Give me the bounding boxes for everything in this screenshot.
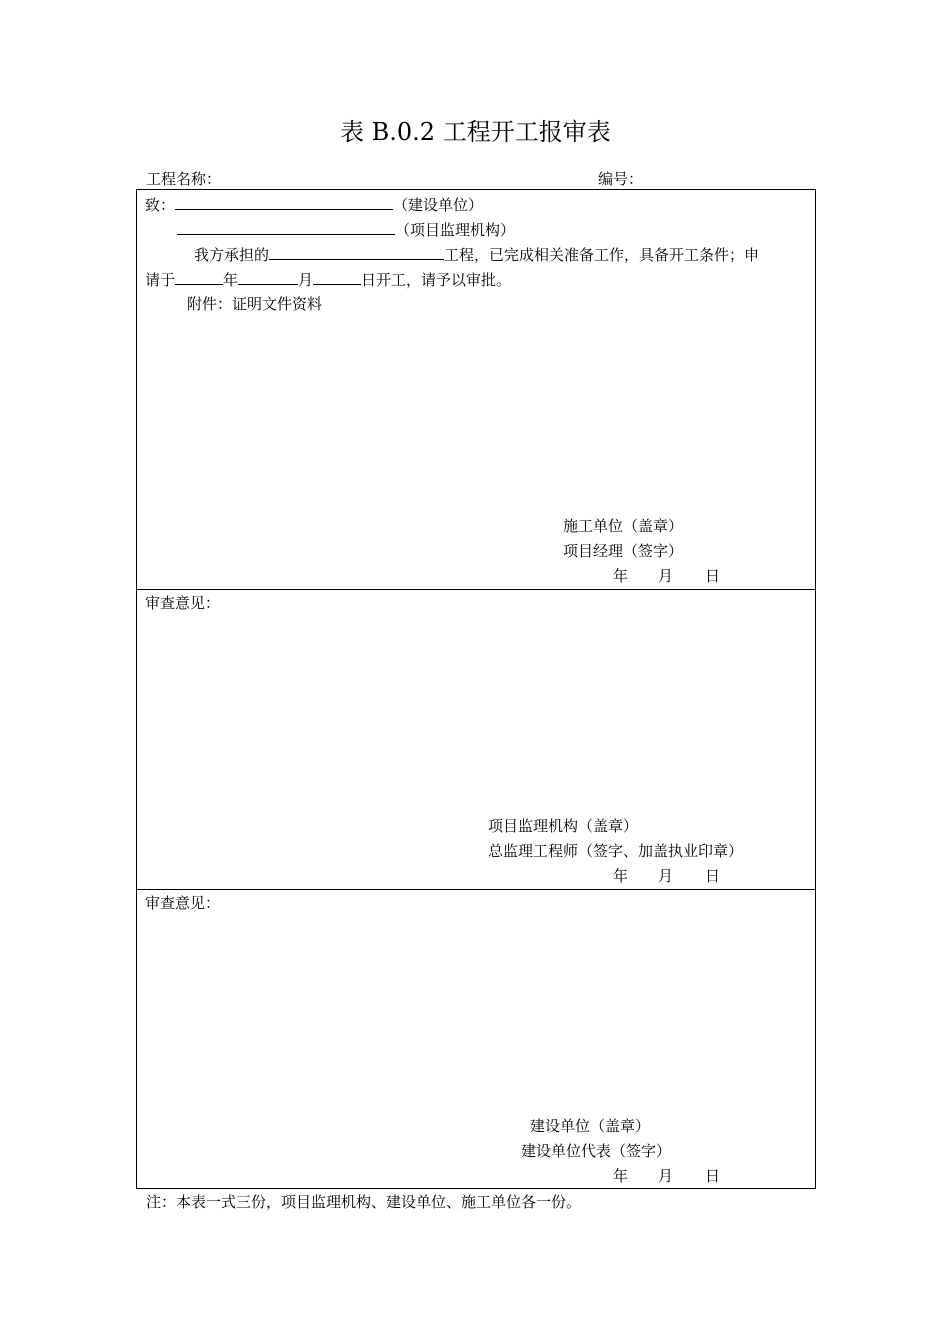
body-part1: 我方承担的 [194, 246, 270, 264]
recipient-construction-unit-blank[interactable] [175, 194, 393, 210]
date-day: 日 [705, 567, 721, 585]
date-month: 月 [658, 567, 674, 585]
to-label: 致： [145, 196, 176, 214]
owner-rep-sign-label: 建设单位代表（签字） [521, 1142, 672, 1160]
start-month-blank[interactable] [238, 269, 298, 285]
project-name-label: 工程名称： [146, 170, 222, 188]
owner-review-section [137, 890, 815, 1188]
date-month: 月 [658, 1167, 674, 1185]
start-year-blank[interactable] [175, 269, 223, 285]
recipient-supervision-blank[interactable] [177, 219, 395, 235]
line2-prefix: 请于 [145, 271, 176, 289]
date-day: 日 [705, 867, 721, 885]
owner-seal-label: 建设单位（盖章） [530, 1117, 651, 1135]
recipient2-label: （项目监理机构） [395, 221, 516, 239]
line2-suffix: 日开工，请予以审批。 [361, 271, 512, 289]
year-label: 年 [223, 271, 239, 289]
date-day: 日 [705, 1167, 721, 1185]
supervision-review-section [137, 590, 815, 888]
body-part2: 工程，已完成相关准备工作，具备开工条件；申 [444, 246, 760, 264]
project-blank[interactable] [269, 244, 444, 260]
start-day-blank[interactable] [313, 269, 361, 285]
chief-engineer-sign-label: 总监理工程师（签字、加盖执业印章） [488, 842, 744, 860]
project-manager-sign-label: 项目经理（签字） [563, 542, 684, 560]
date-year: 年 [613, 1167, 629, 1185]
date-month: 月 [658, 867, 674, 885]
month-label: 月 [298, 271, 314, 289]
application-section [137, 190, 815, 588]
number-label: 编号： [598, 170, 644, 188]
date-year: 年 [613, 867, 629, 885]
review-label: 审查意见： [145, 894, 221, 912]
footnote: 注：本表一式三份，项目监理机构、建设单位、施工单位各一份。 [146, 1193, 582, 1211]
review-label: 审查意见： [145, 594, 221, 612]
attachment-label: 附件：证明文件资料 [187, 295, 323, 313]
contractor-seal-label: 施工单位（盖章） [563, 517, 684, 535]
recipient1-label: （建设单位） [393, 196, 484, 214]
page-title: 表 B.0.2 工程开工报审表 [340, 118, 611, 146]
date-year: 年 [613, 567, 629, 585]
supervision-seal-label: 项目监理机构（盖章） [488, 817, 639, 835]
